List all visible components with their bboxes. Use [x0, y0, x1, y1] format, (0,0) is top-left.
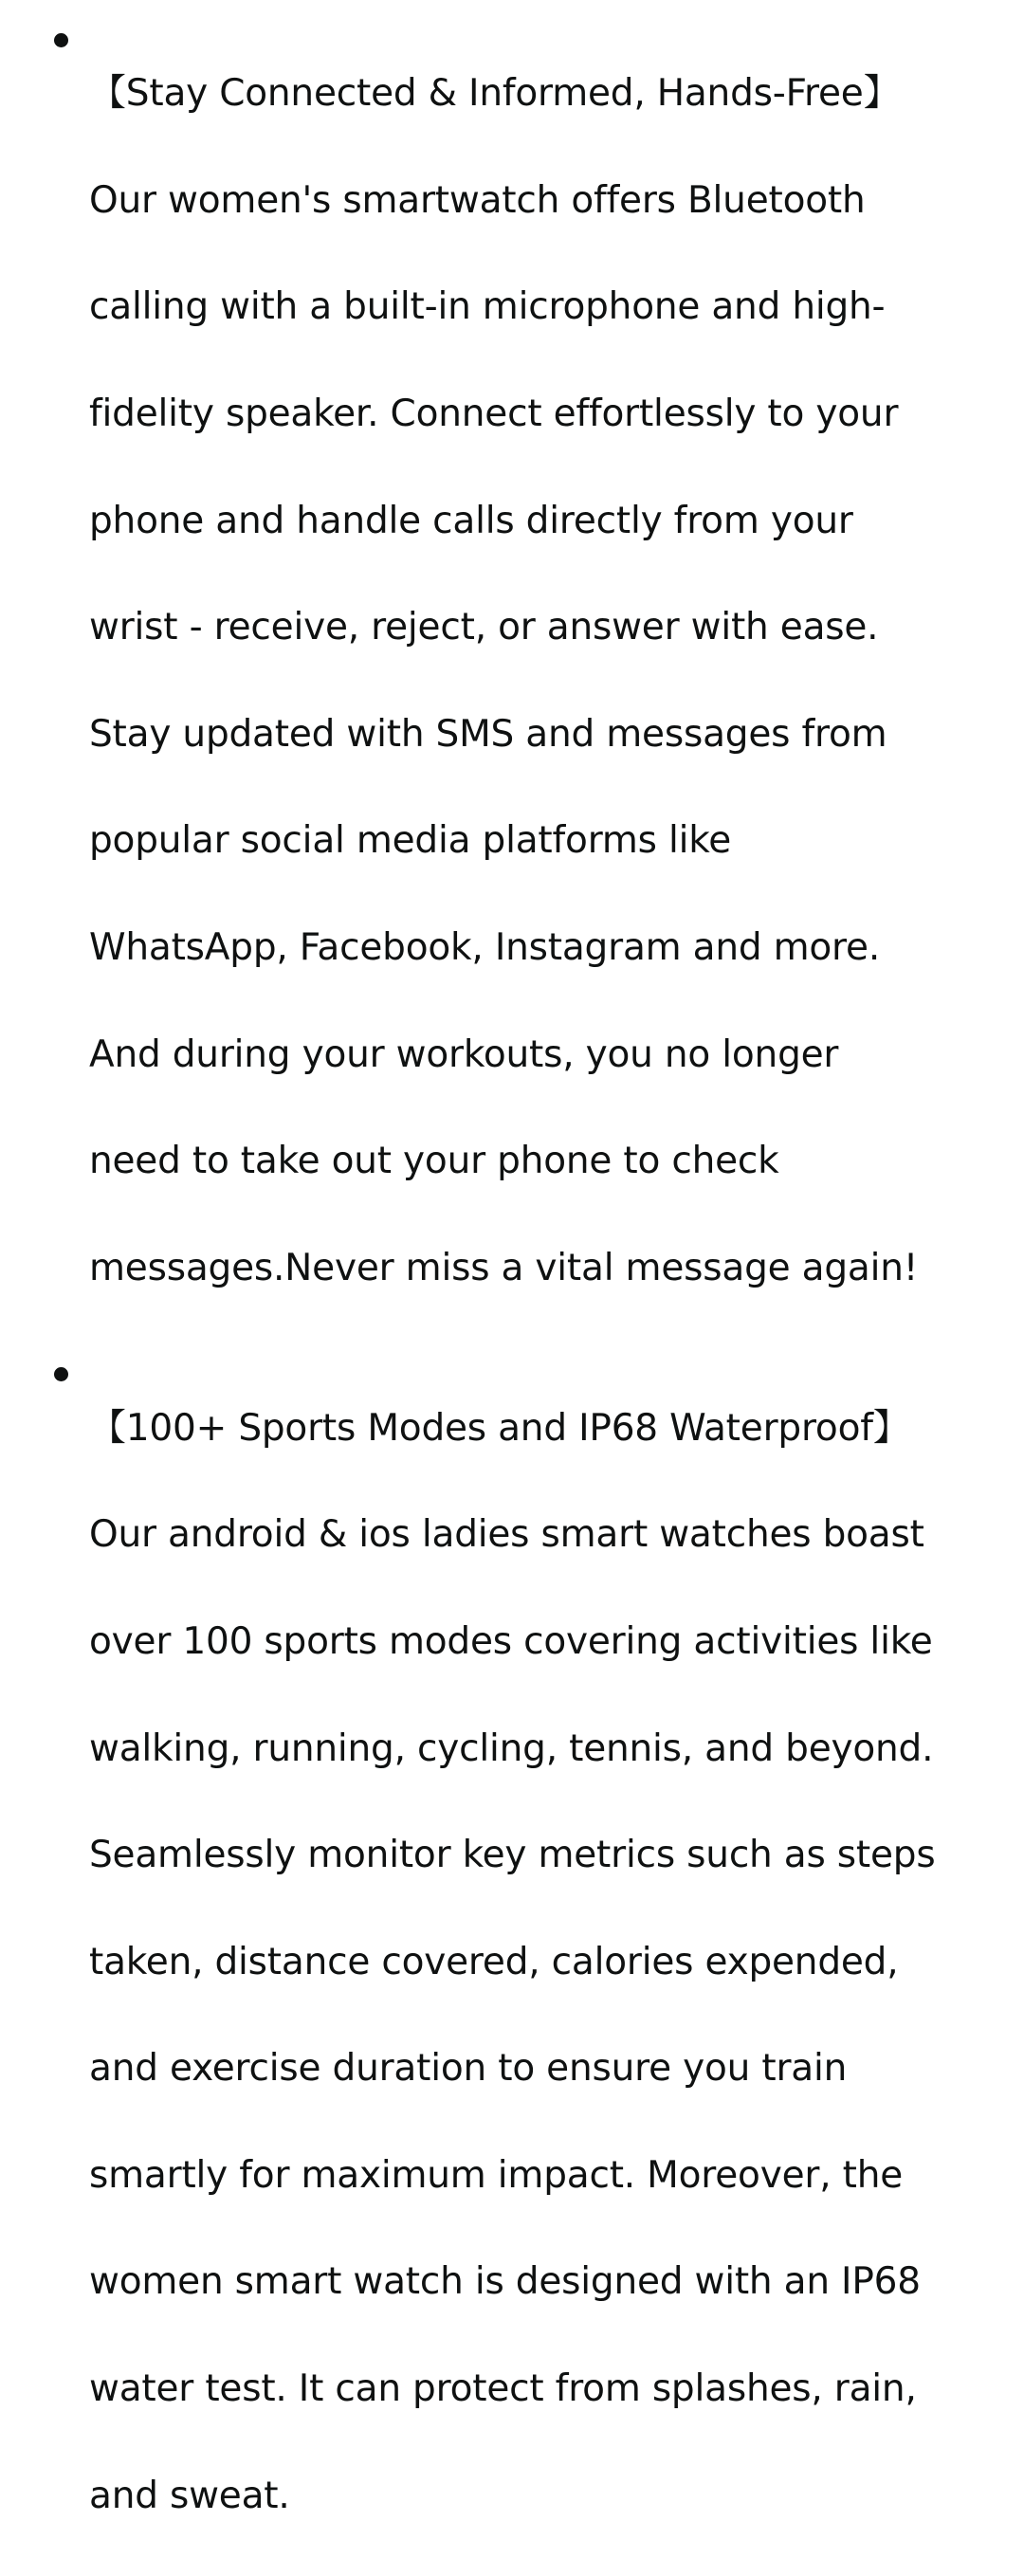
bullet-line: need to take out your phone to check: [89, 1140, 779, 1183]
bullet-line: taken, distance covered, calories expended,: [89, 1940, 899, 1983]
feature-bullet-calling: [0, 14, 980, 1348]
bullet-line: Seamlessly monitor key metrics such as steps: [89, 1834, 936, 1877]
bullet-line: popular social media platforms like: [89, 819, 732, 863]
bullet-line: Our women's smartwatch offers Bluetooth: [89, 178, 866, 222]
bullet-line: women smart watch is designed with an IP68: [89, 2260, 921, 2304]
bullet-dot-icon: [54, 1367, 68, 1381]
bullet-dot-icon: [54, 33, 68, 47]
feature-bullet-text: [89, 14, 980, 1348]
bullet-heading: 【100+ Sports Modes and IP68 Waterproof】: [89, 1406, 910, 1450]
bullet-line: and exercise duration to ensure you train: [89, 2047, 848, 2091]
feature-bullet-sports: [0, 1348, 980, 2576]
feature-bullet-list: [0, 14, 1024, 2576]
bullet-line: Stay updated with SMS and messages from: [89, 712, 887, 756]
bullet-line: WhatsApp, Facebook, Instagram and more.: [89, 926, 881, 970]
bullet-line: walking, running, cycling, tennis, and beyond.: [89, 1726, 934, 1770]
bullet-line: phone and handle calls directly from your: [89, 499, 853, 542]
bullet-line: water test. It can protect from splashes, rain,: [89, 2367, 917, 2411]
bullet-line: And during your workouts, you no longer: [89, 1032, 839, 1076]
bullet-line: calling with a built-in microphone and high-: [89, 285, 886, 329]
bullet-line: smartly for maximum impact. Moreover, the: [89, 2153, 904, 2197]
bullet-line: over 100 sports modes covering activities like: [89, 1619, 933, 1663]
bullet-heading: 【Stay Connected & Informed, Hands-Free】: [89, 72, 901, 116]
feature-bullet-text: [89, 1348, 980, 2576]
bullet-line: Our android & ios ladies smart watches boast: [89, 1513, 924, 1557]
bullet-line: messages.Never miss a vital message again!: [89, 1246, 919, 1289]
bullet-line: wrist - receive, reject, or answer with ease.: [89, 606, 879, 649]
bullet-line: and sweat.: [89, 2474, 290, 2517]
bullet-line: fidelity speaker. Connect effortlessly to your: [89, 393, 899, 436]
